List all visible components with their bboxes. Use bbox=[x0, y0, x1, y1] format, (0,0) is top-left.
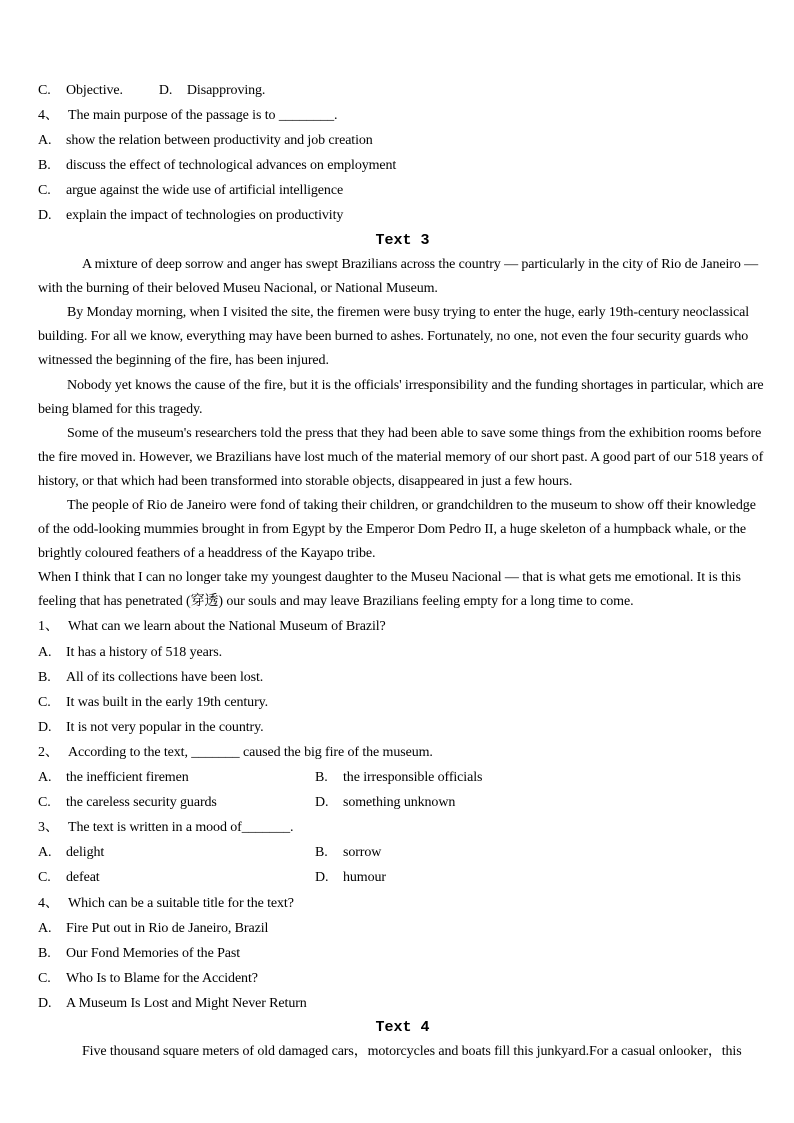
option-label: A. bbox=[38, 770, 52, 786]
option-label: A. bbox=[38, 644, 52, 660]
option-text: humour bbox=[343, 870, 386, 886]
option-d bbox=[315, 795, 455, 810]
text3-question-1-option-c bbox=[38, 690, 767, 715]
text3-question-1-option-b bbox=[38, 665, 767, 690]
option-label: C. bbox=[38, 970, 51, 986]
text3-question-3-options-ab bbox=[38, 840, 767, 865]
text3-question-4-option-b bbox=[38, 941, 767, 966]
option-text: Objective. bbox=[66, 83, 123, 98]
text4-paragraph-1: Five thousand square meters of old damaged cars，motorcycles and boats fill this junkyard.For a casual onlooker，this bbox=[82, 1044, 742, 1060]
option-text: the careless security guards bbox=[66, 795, 217, 811]
option-c bbox=[38, 83, 123, 98]
option-label: B. bbox=[315, 770, 328, 786]
intro-options-row bbox=[38, 78, 767, 103]
option-label: B. bbox=[315, 845, 328, 861]
option-text: A Museum Is Lost and Might Never Return bbox=[66, 995, 307, 1011]
text3-question-1-option-d bbox=[38, 715, 767, 740]
text4-heading: Text 4 bbox=[375, 1018, 430, 1036]
text3-paragraph-1: A mixture of deep sorrow and anger has swept Brazilians across the country — particularly in the city of Rio de Janeiro — with the burning of their beloved Museu Nacional, or National Museum. bbox=[38, 257, 759, 297]
option-label: C. bbox=[38, 694, 51, 710]
text3-question-2-stem bbox=[38, 740, 767, 765]
text3-heading: Text 3 bbox=[375, 231, 430, 249]
option-label: B. bbox=[38, 945, 51, 961]
option-label: A. bbox=[38, 845, 52, 861]
text3-question-4-option-c bbox=[38, 966, 767, 991]
option-label: C. bbox=[38, 183, 51, 199]
text3-question-2-options-cd bbox=[38, 790, 767, 815]
option-text: delight bbox=[66, 845, 105, 861]
option-text: something unknown bbox=[343, 795, 456, 811]
option-text: It is not very popular in the country. bbox=[66, 719, 264, 735]
question-number: 2、 bbox=[38, 744, 59, 760]
option-text: discuss the effect of technological advances on employment bbox=[66, 158, 397, 174]
option-text: show the relation between productivity and job creation bbox=[66, 133, 373, 149]
option-label: D. bbox=[315, 870, 329, 886]
option-text: defeat bbox=[66, 870, 100, 886]
text3-paragraph-2: By Monday morning, when I visited the site, the firemen were busy trying to enter the huge, early 19th-century neoclassical building. For all we know, everything may have been burned to ashes. Fortunately, no one, not even the four security guards who witnessed the beginning of the fire, has been injured. bbox=[38, 305, 750, 369]
intro-question-option-b bbox=[38, 153, 767, 178]
intro-question-option-c bbox=[38, 178, 767, 203]
option-b bbox=[315, 770, 482, 785]
question-text: According to the text, _______ caused the big fire of the museum. bbox=[68, 744, 433, 760]
option-label: D. bbox=[158, 83, 173, 98]
question-text: The text is written in a mood of_______. bbox=[68, 820, 294, 836]
text3-paragraph-3: Nobody yet knows the cause of the fire, but it is the officials' irresponsibility and the funding shortages in particular, which are being blamed for this tragedy. bbox=[38, 377, 764, 417]
intro-question-option-d bbox=[38, 203, 767, 228]
option-text: It has a history of 518 years. bbox=[66, 644, 223, 660]
option-label: C. bbox=[38, 795, 51, 811]
option-label: B. bbox=[38, 669, 51, 685]
option-d bbox=[315, 870, 386, 885]
question-number: 4、 bbox=[38, 895, 59, 911]
text3-paragraph-4: Some of the museum's researchers told the press that they had been able to save some things from the exhibition rooms before the fire moved in. However, we Brazilians have lost much of the material memory of our short past. A good part of our 518 years of history, or that which had been transformed into storable objects, disappeared in just a few hours. bbox=[38, 425, 764, 489]
text3-question-3-stem bbox=[38, 815, 767, 840]
option-label: D. bbox=[315, 795, 329, 811]
text3-paragraph-5: The people of Rio de Janeiro were fond of taking their children, or grandchildren to the museum to show off their knowledge of the odd-looking mummies brought in from Egypt by the Emperor Dom Pedro II, a huge skeleton of a humpback whale, or the brightly coloured feathers of a headdress of the Kayapo tribe. bbox=[38, 498, 756, 562]
text3-paragraph-6: When I think that I can no longer take my youngest daughter to the Museu Nacional — that is what gets me emotional. It is this feeling that has penetrated (穿透) our souls and may leave Brazilians feeling empty for a long time to come. bbox=[38, 570, 741, 610]
option-label: A. bbox=[38, 920, 52, 936]
option-d bbox=[159, 83, 265, 98]
text3-question-1-stem bbox=[38, 614, 767, 639]
text3-question-4-option-d bbox=[38, 991, 767, 1016]
option-text: argue against the wide use of artificial intelligence bbox=[66, 183, 344, 199]
option-text: Our Fond Memories of the Past bbox=[66, 945, 241, 961]
question-number: 4、 bbox=[38, 108, 59, 124]
question-text: The main purpose of the passage is to ________. bbox=[68, 108, 338, 124]
option-label: C. bbox=[38, 870, 51, 886]
text3-question-4-stem bbox=[38, 891, 767, 916]
text3-question-4-option-a bbox=[38, 916, 767, 941]
question-number: 3、 bbox=[38, 820, 59, 836]
option-text: the irresponsible officials bbox=[343, 770, 483, 786]
option-text: Disapproving. bbox=[186, 83, 266, 98]
option-text: the inefficient firemen bbox=[66, 770, 189, 786]
option-text: sorrow bbox=[343, 845, 382, 861]
text3-question-2-options-ab bbox=[38, 765, 767, 790]
option-label: C. bbox=[38, 83, 51, 98]
text3-question-1-option-a bbox=[38, 640, 767, 665]
option-label: A. bbox=[38, 133, 52, 149]
option-label: D. bbox=[38, 208, 52, 224]
question-text: Which can be a suitable title for the text? bbox=[68, 895, 294, 911]
option-label: D. bbox=[38, 995, 52, 1011]
option-c bbox=[38, 790, 315, 815]
option-a bbox=[38, 840, 315, 865]
question-number: 1、 bbox=[38, 619, 59, 635]
option-text: Fire Put out in Rio de Janeiro, Brazil bbox=[66, 920, 269, 936]
option-text: Who Is to Blame for the Accident? bbox=[66, 970, 258, 986]
option-c bbox=[38, 865, 315, 890]
option-text: explain the impact of technologies on productivity bbox=[66, 208, 344, 224]
question-text: What can we learn about the National Museum of Brazil? bbox=[68, 619, 386, 635]
option-text: All of its collections have been lost. bbox=[66, 669, 264, 685]
option-a bbox=[38, 765, 315, 790]
intro-question-option-a bbox=[38, 128, 767, 153]
option-label: D. bbox=[38, 719, 52, 735]
option-label: B. bbox=[38, 158, 51, 174]
option-b bbox=[315, 845, 381, 860]
option-text: It was built in the early 19th century. bbox=[66, 694, 269, 710]
text3-question-3-options-cd bbox=[38, 865, 767, 890]
intro-question-stem bbox=[38, 103, 767, 128]
